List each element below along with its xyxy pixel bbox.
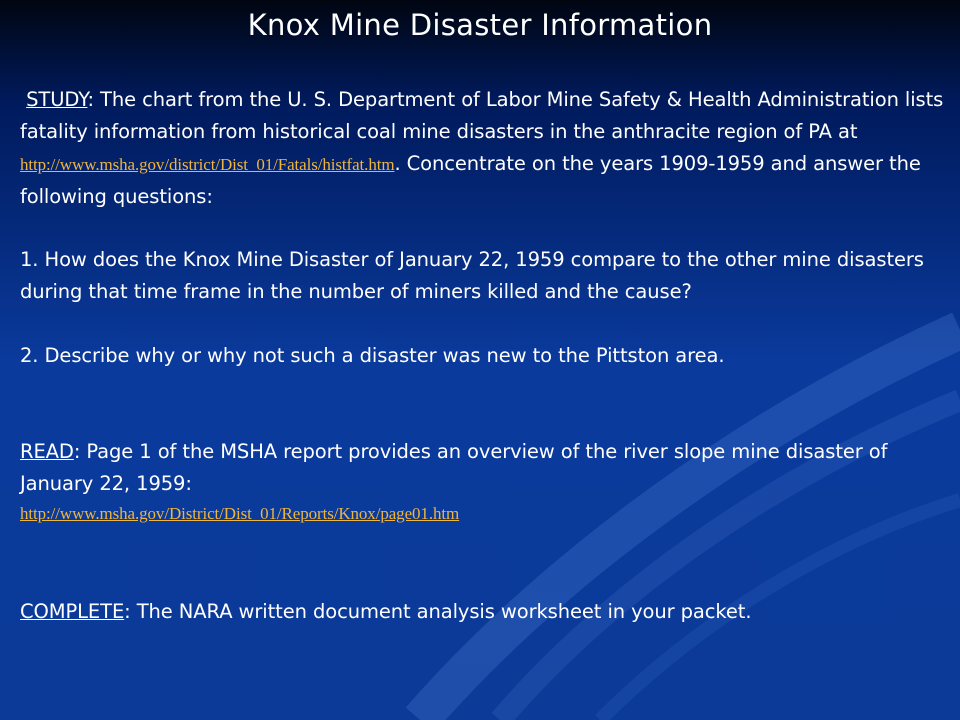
histfat-link[interactable]: http://www.msha.gov/district/Dist_01/Fatals/histfat.htm: [20, 155, 395, 174]
study-paragraph: [20, 84, 945, 213]
study-text-2: . Concentrate on the years 1909-1959 and answer the following questions:: [20, 152, 921, 208]
read-label: READ: [20, 440, 74, 463]
page-title: Knox Mine Disaster Information: [247, 8, 713, 42]
read-paragraph: [20, 436, 945, 528]
knox-report-link[interactable]: http://www.msha.gov/District/Dist_01/Reports/Knox/page01.htm: [20, 504, 460, 523]
question-1: 1. How does the Knox Mine Disaster of January 22, 1959 compare to the other mine disasters during that time frame in the number of miners killed and the cause?: [20, 248, 924, 303]
study-text-1: : The chart from the U. S. Department of Labor Mine Safety & Health Administration lists fatality information from historical coal mine disasters in the anthracite region of PA at: [20, 88, 944, 143]
complete-label: COMPLETE: [20, 600, 125, 623]
complete-paragraph: [20, 596, 945, 628]
study-label: STUDY: [26, 88, 88, 111]
complete-text: : The NARA written document analysis worksheet in your packet.: [124, 600, 752, 623]
read-text: : Page 1 of the MSHA report provides an overview of the river slope mine disaster of January 22, 1959:: [20, 440, 888, 495]
question-2: 2. Describe why or why not such a disaster was new to the Pittston area.: [20, 344, 725, 367]
